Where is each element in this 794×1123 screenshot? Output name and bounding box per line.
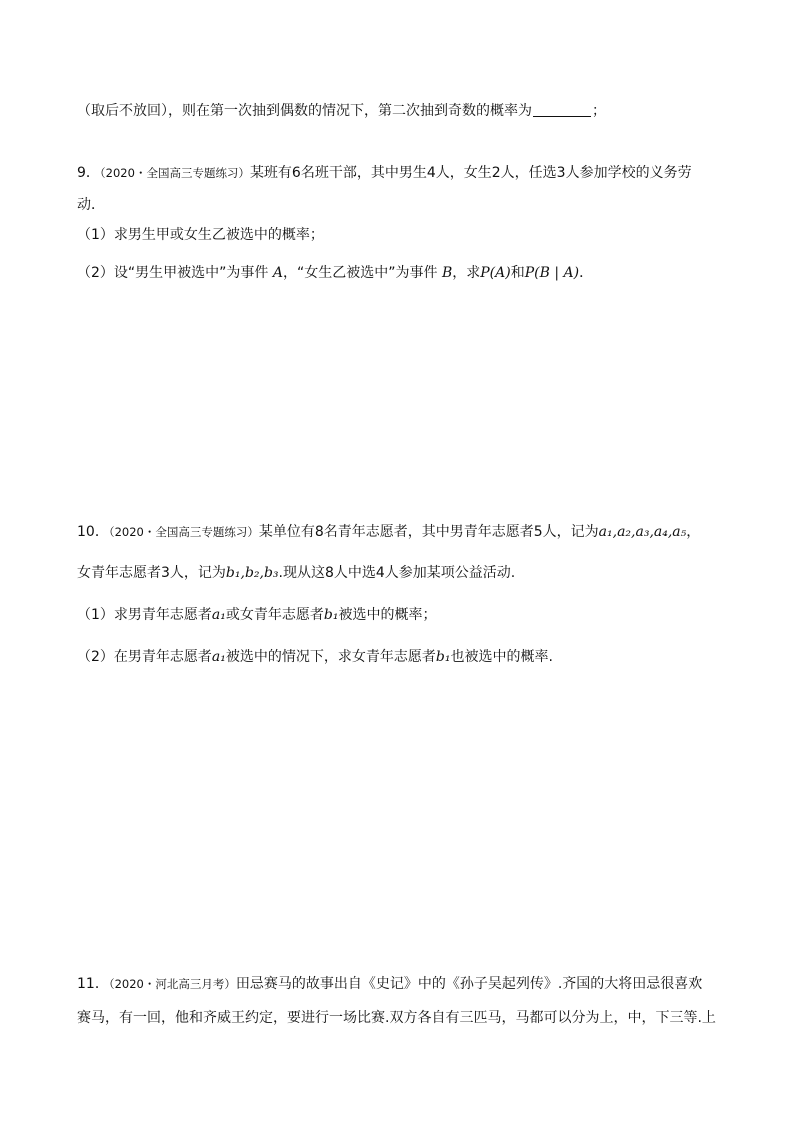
q9-p2-b: ，“女生乙被选中”为事件 <box>283 265 438 281</box>
q11-stem-line-1 <box>77 974 702 994</box>
fragment-line <box>77 101 606 121</box>
q10-stem-2-b: .现从这8人中选4人参加某项公益活动. <box>278 565 516 581</box>
q10-stem-1-end: ， <box>686 524 701 540</box>
q9-p2-c: ，求 <box>452 265 481 281</box>
q10-female-list: b₁,b₂,b₃ <box>225 565 279 581</box>
q9-stem-line-1 <box>77 163 692 183</box>
q10-stem-line-2 <box>77 563 515 583</box>
fragment-text: （取后不放回），则在第一次抽到偶数的情况下，第二次抽到奇数的概率为 <box>77 103 532 119</box>
q10-part-1 <box>77 605 436 625</box>
fragment-end: ； <box>592 103 606 119</box>
q9-part-1 <box>77 225 324 245</box>
q11-source: （2020・河北高三月考） <box>108 977 236 991</box>
q10-stem-line-1 <box>77 522 700 542</box>
q9-p2-a: （2）设“男生甲被选中”为事件 <box>77 265 269 281</box>
q9-part-2 <box>77 263 593 283</box>
q9-stem-line-2 <box>77 195 105 215</box>
q11-stem-1: 田忌赛马的故事出自《史记》中的《孙子吴起列传》.齐国的大将田忌很喜欢 <box>235 976 703 992</box>
q10-stem-1: 某单位有8名青年志愿者，其中男青年志愿者5人，记为 <box>258 524 599 540</box>
q11-stem-2: 赛马，有一回，他和齐威王约定，要进行一场比赛.双方各自有三匹马，马都可以分为上，中，下三等.上 <box>77 1010 716 1026</box>
q10-p2-b: 被选中的情况下，求女青年志愿者 <box>225 649 436 665</box>
q10-p1-b: 或女青年志愿者 <box>225 607 324 623</box>
q10-source: （2020・全国高三专题练习） <box>108 525 259 539</box>
answer-blank[interactable] <box>533 102 591 117</box>
q9-p1: （1）求男生甲或女生乙被选中的概率； <box>77 227 324 243</box>
q11-stem-line-2 <box>77 1008 716 1028</box>
q10-a1-again: a₁ <box>211 649 226 665</box>
q9-pa: P(A) <box>480 265 511 281</box>
q10-number: 10． <box>77 524 109 540</box>
q9-stem-1: 某班有6名班干部，其中男生4人，女生2人，任选3人参加学校的义务劳 <box>249 165 692 181</box>
q9-event-b: B <box>441 265 453 281</box>
q9-stem-2: 动． <box>77 197 105 213</box>
q10-male-list: a₁,a₂,a₃,a₄,a₅ <box>598 524 687 540</box>
q9-number: 9． <box>77 165 100 181</box>
q10-p2-a: （2）在男青年志愿者 <box>77 649 212 665</box>
q10-p1-a: （1）求男青年志愿者 <box>77 607 212 623</box>
q9-p2-d: 和 <box>510 265 525 281</box>
q10-p1-c: 被选中的概率； <box>338 607 437 623</box>
q10-b1: b₁ <box>323 607 339 623</box>
q11-number: 11． <box>77 976 109 992</box>
q9-event-a: A <box>272 265 283 281</box>
q10-p2-c: 也被选中的概率. <box>450 649 553 665</box>
q9-pba: P(B | A) <box>524 265 580 281</box>
q10-b1-again: b₁ <box>435 649 451 665</box>
q9-p2-e: ． <box>579 265 594 281</box>
q10-a1: a₁ <box>211 607 226 623</box>
q10-part-2 <box>77 647 553 667</box>
q10-stem-2-a: 女青年志愿者3人，记为 <box>77 565 226 581</box>
q9-source: （2020・全国高三专题练习） <box>99 166 250 180</box>
